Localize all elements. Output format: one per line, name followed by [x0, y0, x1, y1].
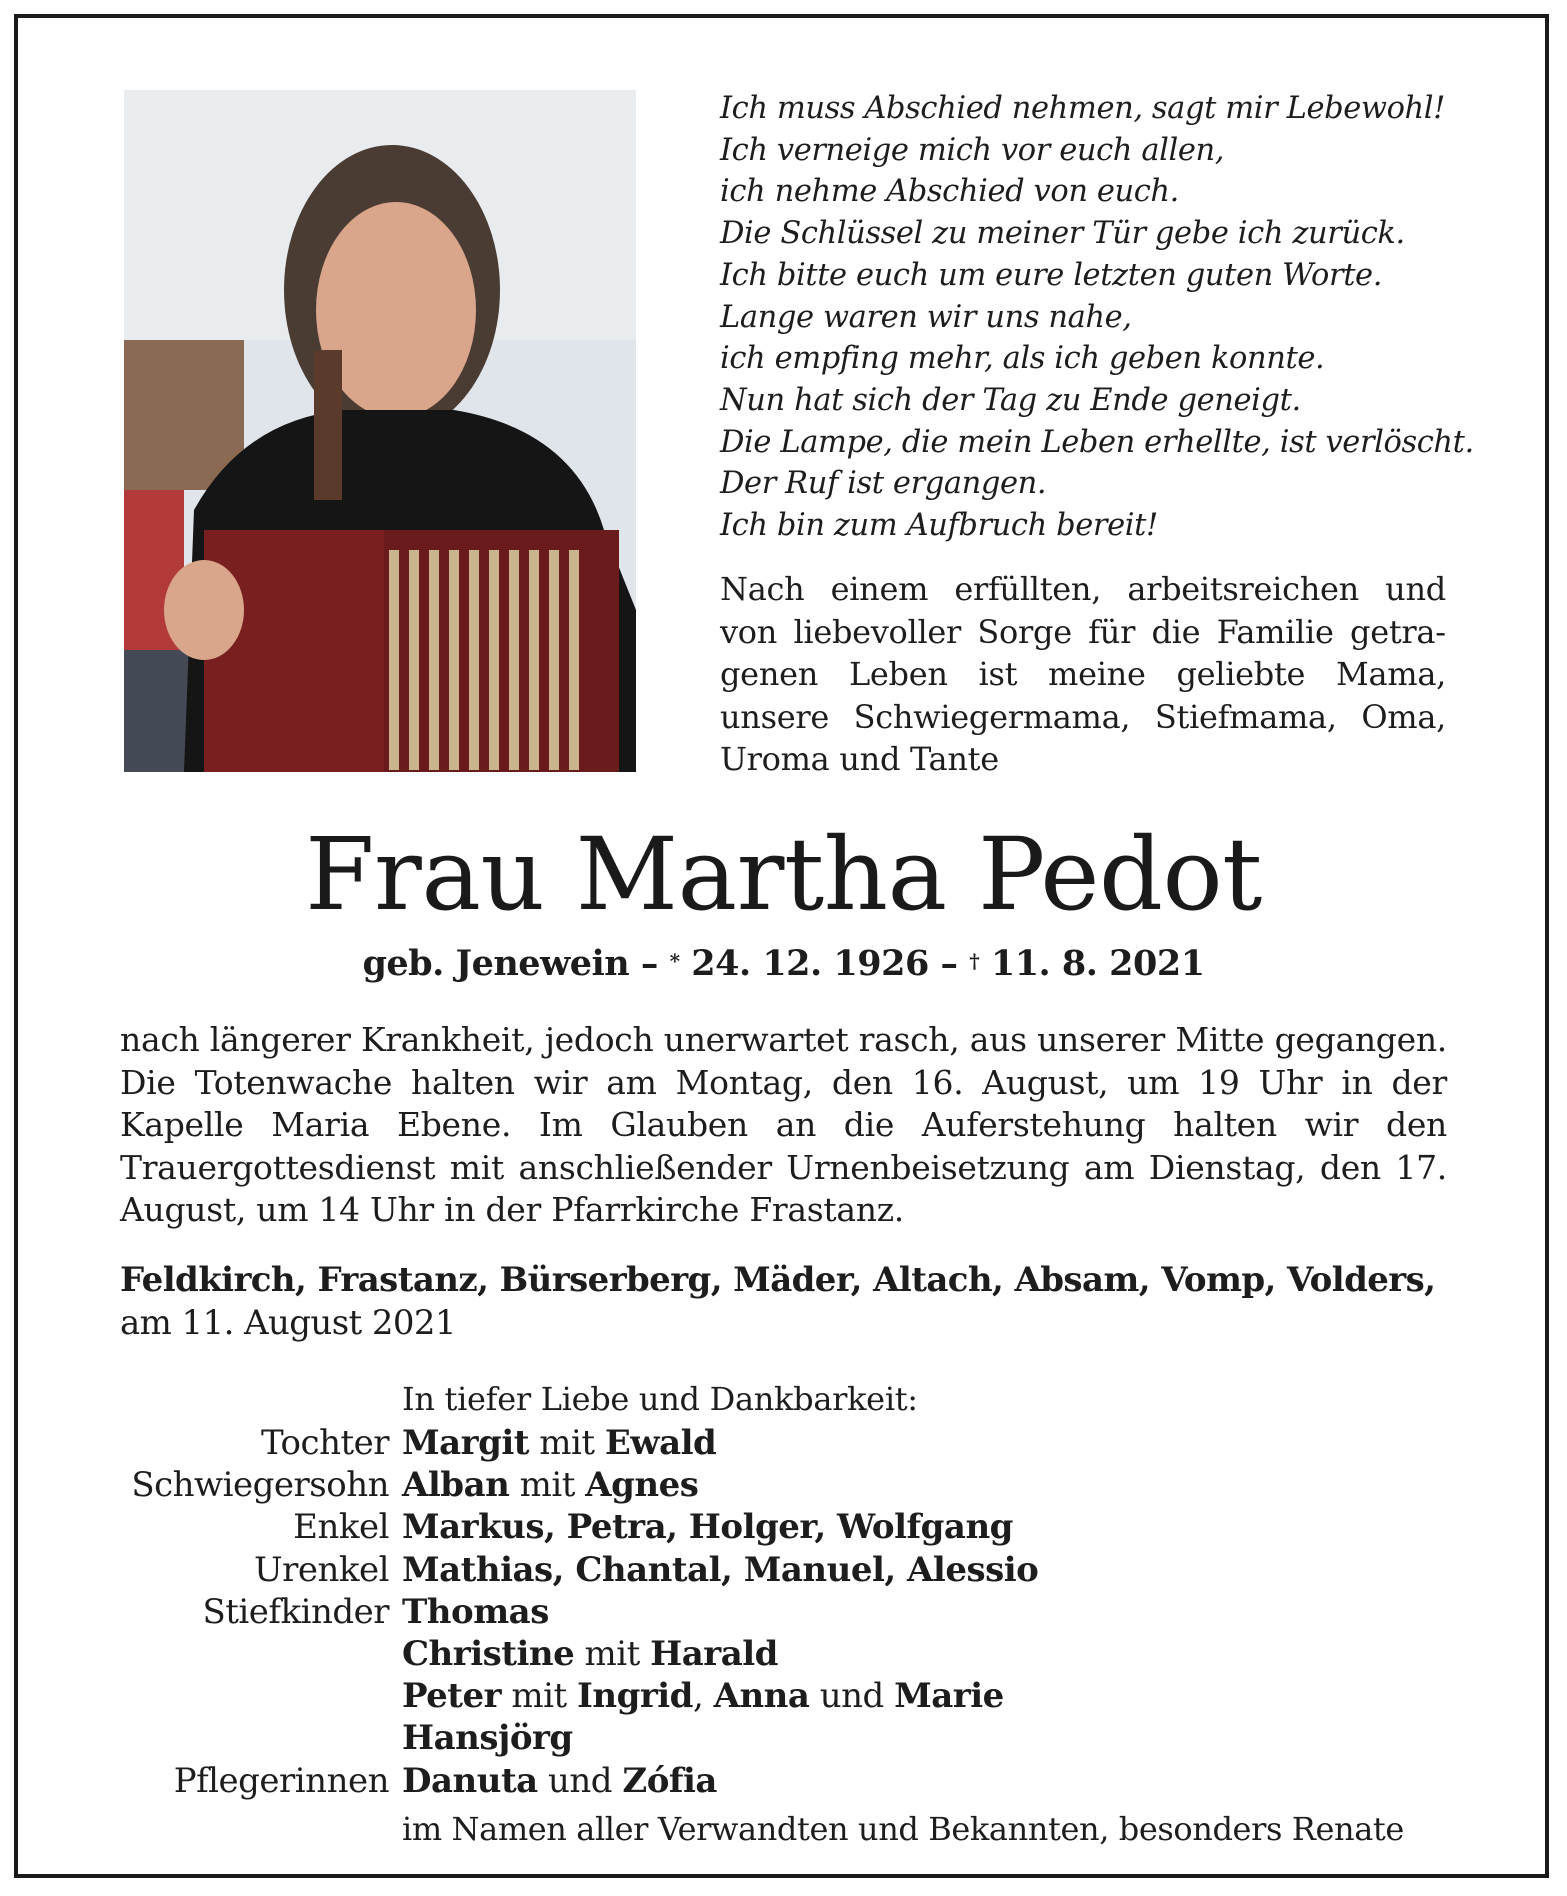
- family-role: Tochter: [261, 1423, 389, 1463]
- family-connector: ,: [692, 1676, 714, 1717]
- family-member-name: Thomas: [402, 1591, 549, 1632]
- family-member-name: Ewald: [604, 1423, 717, 1463]
- places-and-date: [120, 1259, 1447, 1345]
- family-row: [0, 1633, 1567, 1675]
- family-role: Enkel: [293, 1507, 389, 1548]
- family-row: [0, 1549, 1567, 1591]
- portrait-photo: [124, 90, 636, 772]
- family-list: [0, 1422, 1567, 1802]
- family-connector: und: [809, 1676, 895, 1717]
- family-role: Stiefkinder: [202, 1591, 389, 1632]
- family-row: [0, 1675, 1567, 1717]
- family-member-name: Anna: [713, 1676, 810, 1717]
- family-member-name: Hansjörg: [402, 1718, 573, 1759]
- family-names: [402, 1675, 1004, 1717]
- family-row: [0, 1506, 1567, 1548]
- family-names: [402, 1633, 778, 1675]
- places-list: Feldkirch, Frastanz, Bürserberg, Mäder, Altach, Absam, Vomp, Volders,: [120, 1260, 1436, 1300]
- thanks-line: In tiefer Liebe und Dankbarkeit:: [402, 1380, 918, 1418]
- poem-line: Ich bitte euch um eure letzten guten Worte.: [720, 257, 1383, 293]
- family-connector: und: [537, 1760, 623, 1801]
- death-cross-icon: †: [969, 949, 980, 973]
- family-role: Urenkel: [253, 1549, 389, 1590]
- birth-name: geb. Jenewein: [362, 943, 630, 984]
- family-connector: mit: [574, 1633, 651, 1674]
- family-names: [402, 1591, 549, 1633]
- poem-line: Lange waren wir uns nahe,: [720, 299, 1132, 335]
- intro-paragraph: Nach einem erfüllten, arbeitsreichen und von liebevoller Sorge für die Familie getragenen Leben ist meine geliebte Mama, unsere Schwiegermama, Stiefmama, Oma, Uroma und Tante: [720, 570, 1446, 778]
- family-connector: mit: [528, 1423, 605, 1463]
- birth-star-icon: *: [669, 949, 680, 973]
- family-member-name: Marie: [894, 1676, 1004, 1717]
- dates-dash: –: [928, 943, 970, 984]
- family-names: [402, 1760, 717, 1802]
- poem-line: ich empfing mehr, als ich geben konnte.: [720, 341, 1325, 377]
- family-member-name: Danuta: [402, 1760, 538, 1801]
- poem-line: Der Ruf ist ergangen.: [720, 466, 1047, 502]
- poem-line: Ich bin zum Aufbruch bereit!: [720, 508, 1158, 544]
- poem-line: Ich verneige mich vor euch allen,: [720, 132, 1225, 168]
- family-member-name: Markus, Petra, Holger, Wolfgang: [402, 1507, 1013, 1548]
- deceased-name: Frau Martha Pedot: [305, 816, 1262, 933]
- family-row: [0, 1717, 1567, 1759]
- family-names: [402, 1549, 1038, 1591]
- closing-line: im Namen aller Verwandten und Bekannten, besonders Renate: [402, 1810, 1404, 1848]
- dates-dash: –: [629, 943, 670, 984]
- family-names: [402, 1506, 1013, 1548]
- poem-line: Die Schlüssel zu meiner Tür gebe ich zurück.: [720, 216, 1405, 252]
- family-row: [0, 1760, 1567, 1802]
- family-member-name: Peter: [402, 1676, 502, 1717]
- funeral-details: nach längerer Krankheit, jedoch unerwartet rasch, aus unserer Mitte gegangen. Die Totenwache halten wir am Montag, den 16. August, um 19 Uhr in der Kapelle Maria Ebene. Im Glauben an die Auferstehung halten wir den Trauergottesdienst mit anschließender Urnenbeisetzung am Dienstag, den 17. August, um 14 Uhr in der Pfarrkirche Frastanz.: [120, 1020, 1447, 1230]
- death-date: 11. 8. 2021: [979, 943, 1205, 984]
- family-connector: mit: [501, 1676, 577, 1717]
- family-member-name: Ingrid: [576, 1676, 693, 1717]
- life-dates: [0, 941, 1567, 987]
- poem-line: ich nehme Abschied von euch.: [720, 174, 1179, 210]
- family-member-name: Margit: [402, 1423, 529, 1463]
- family-row: [0, 1464, 1567, 1506]
- family-role: Pflegerinnen: [173, 1760, 389, 1801]
- poem-line: Nun hat sich der Tag zu Ende geneigt.: [720, 382, 1301, 418]
- family-names: [402, 1717, 573, 1759]
- family-names: [402, 1422, 716, 1464]
- family-member-name: Agnes: [585, 1465, 699, 1506]
- family-member-name: Christine: [402, 1633, 575, 1674]
- birth-date: 24. 12. 1926: [679, 943, 929, 984]
- family-connector: mit: [509, 1465, 586, 1506]
- poem-line: Die Lampe, die mein Leben erhellte, ist verlöscht.: [720, 424, 1474, 460]
- portrait-illustration: [124, 90, 636, 772]
- poem: [720, 88, 1474, 547]
- family-member-name: Harald: [650, 1633, 778, 1674]
- family-member-name: Zófia: [622, 1760, 717, 1801]
- family-names: [402, 1464, 698, 1506]
- family-member-name: Alban: [402, 1465, 510, 1506]
- family-member-name: Mathias, Chantal, Manuel, Alessio: [402, 1549, 1039, 1590]
- poem-line: Ich muss Abschied nehmen, sagt mir Lebewohl!: [720, 91, 1445, 126]
- family-role: Schwiegersohn: [131, 1465, 389, 1506]
- family-row: [0, 1422, 1567, 1464]
- notice-date: am 11. August 2021: [120, 1303, 456, 1343]
- family-row: [0, 1591, 1567, 1633]
